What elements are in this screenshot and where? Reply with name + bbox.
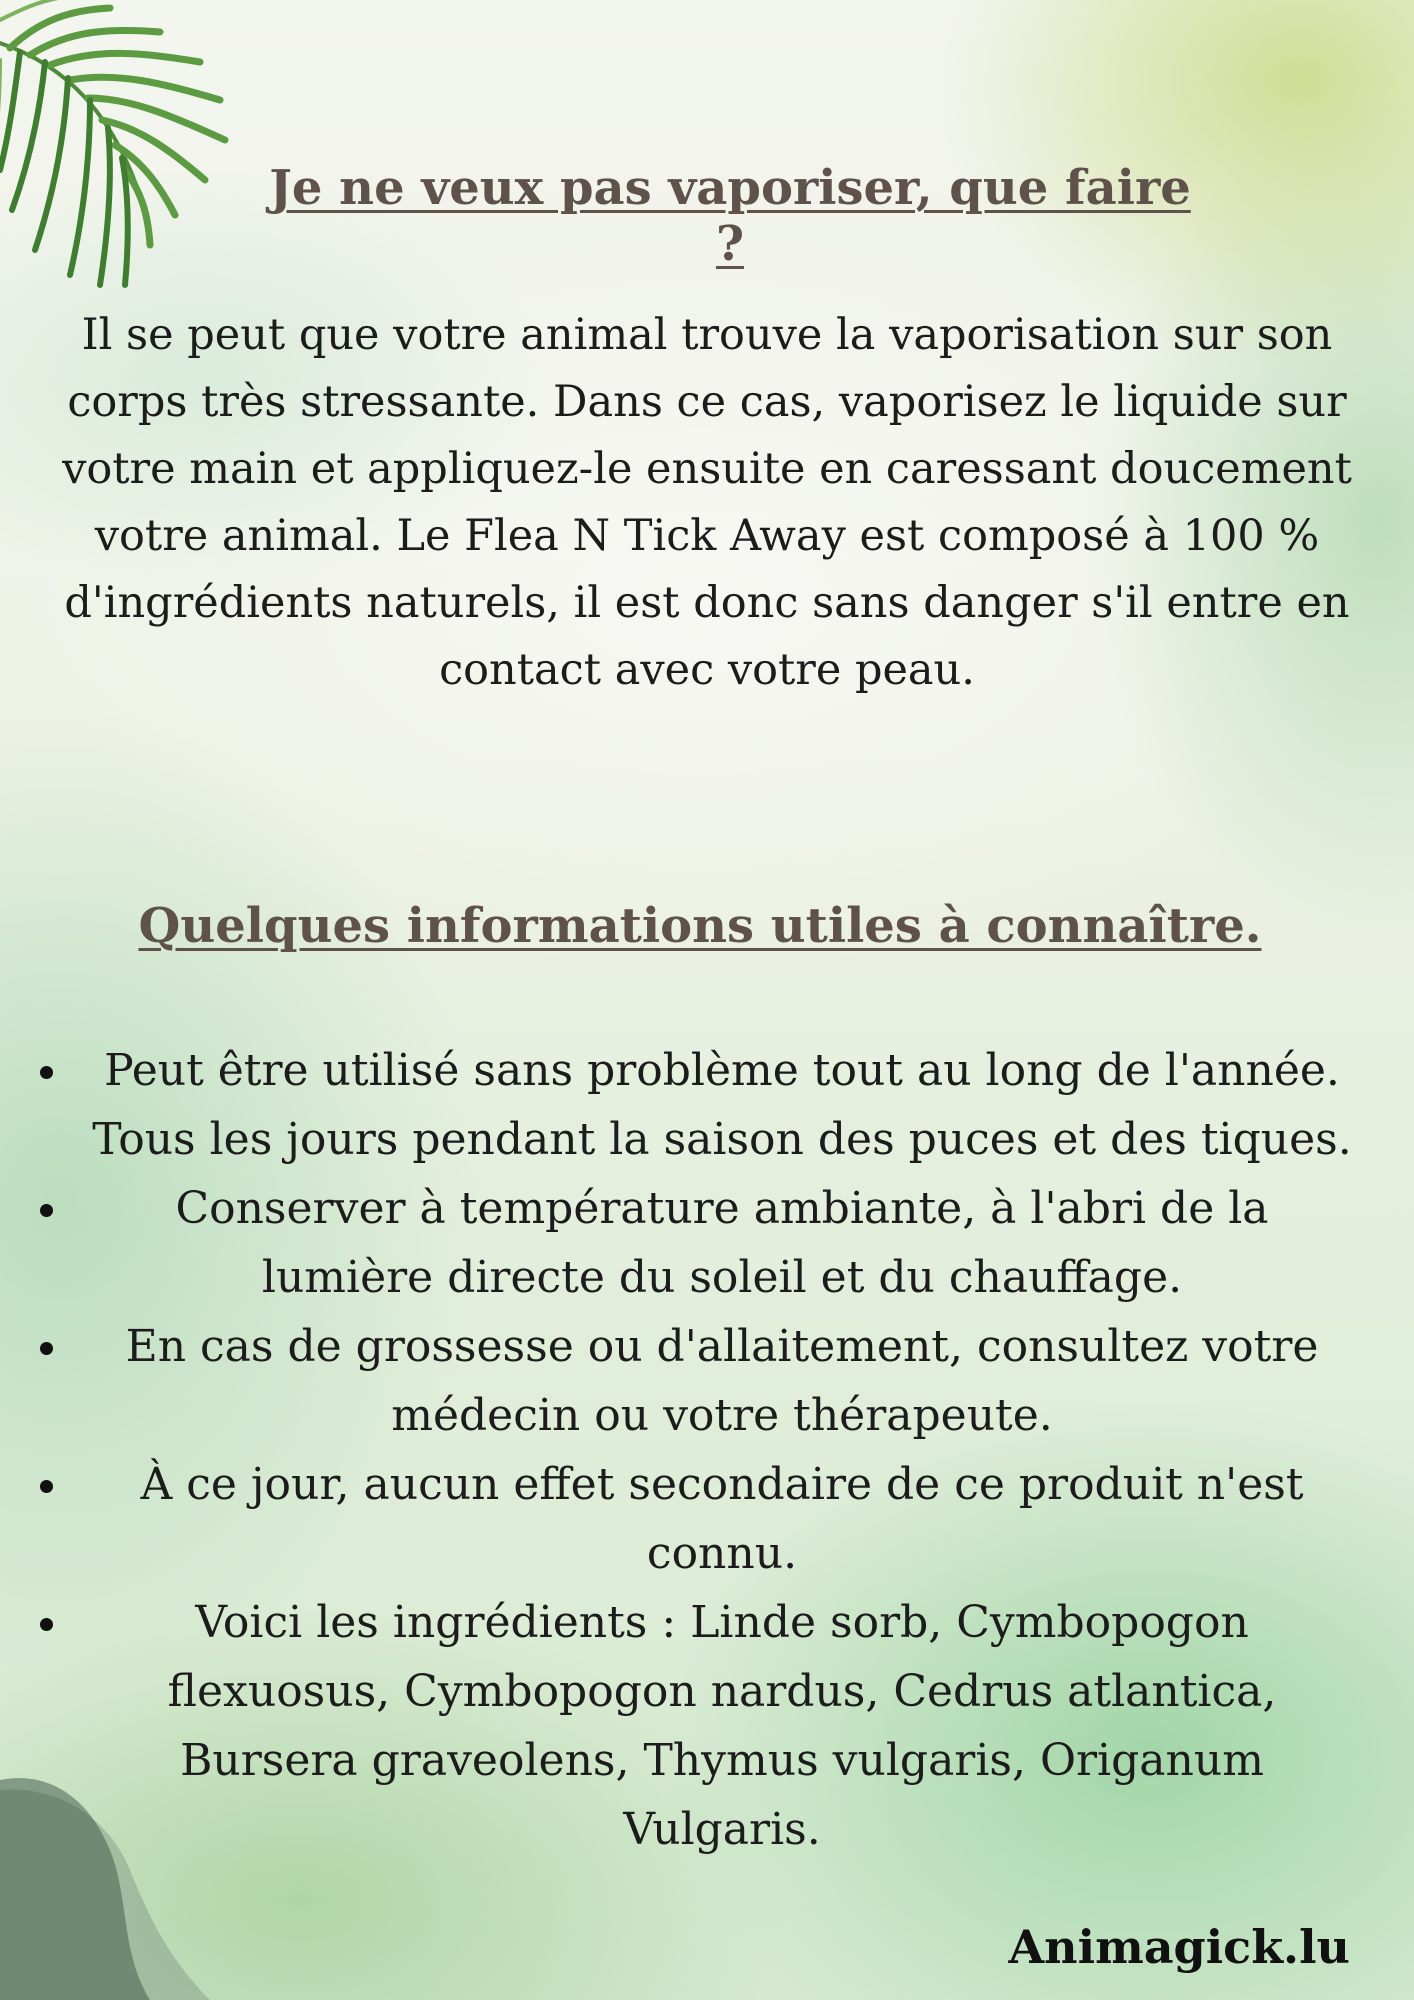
list-item — [0, 1588, 1414, 1864]
list-item-text: Conserver à température ambiante, à l'abri de la lumière directe du soleil et du chauffage. — [175, 1183, 1269, 1303]
bullet-icon — [40, 1066, 53, 1079]
list-item — [0, 1450, 1414, 1588]
section-2-heading: Quelques informations utiles à connaître. — [138, 898, 1262, 954]
bullet-icon — [40, 1618, 53, 1631]
list-item — [0, 1312, 1414, 1450]
bullet-icon — [40, 1204, 53, 1217]
list-item-text: Peut être utilisé sans problème tout au long de l'année. Tous les jours pendant la saison des puces et des tiques. — [92, 1045, 1352, 1165]
bullet-icon — [40, 1480, 53, 1493]
bullet-icon — [40, 1342, 53, 1355]
list-item — [0, 1036, 1414, 1174]
list-item — [0, 1174, 1414, 1312]
list-item-text: À ce jour, aucun effet secondaire de ce produit n'est connu. — [140, 1459, 1304, 1579]
info-list — [0, 1036, 1414, 1864]
list-item-text: En cas de grossesse ou d'allaitement, consultez votre médecin ou votre thérapeute. — [125, 1321, 1319, 1441]
brand-website: Animagick.lu — [1008, 1920, 1350, 1974]
section-1-heading: Je ne veux pas vaporiser, que faire ? — [269, 160, 1191, 272]
section-1-body: Il se peut que votre animal trouve la vaporisation sur son corps très stressante. Dans ce cas, vaporisez le liquide sur votre main et appliquez-le ensuite en caressant doucement votre animal. Le Flea N Tick Away est composé à 100 % d'ingrédients naturels, il est donc sans danger s'il entre en contact avec votre peau. — [62, 310, 1352, 695]
palm-leaf-icon — [0, 0, 250, 290]
list-item-text: Voici les ingrédients : Linde sorb, Cymbopogon flexuosus, Cymbopogon nardus, Cedrus atlantica, Bursera graveolens, Thymus vulgaris, Origanum Vulgaris. — [167, 1597, 1277, 1855]
